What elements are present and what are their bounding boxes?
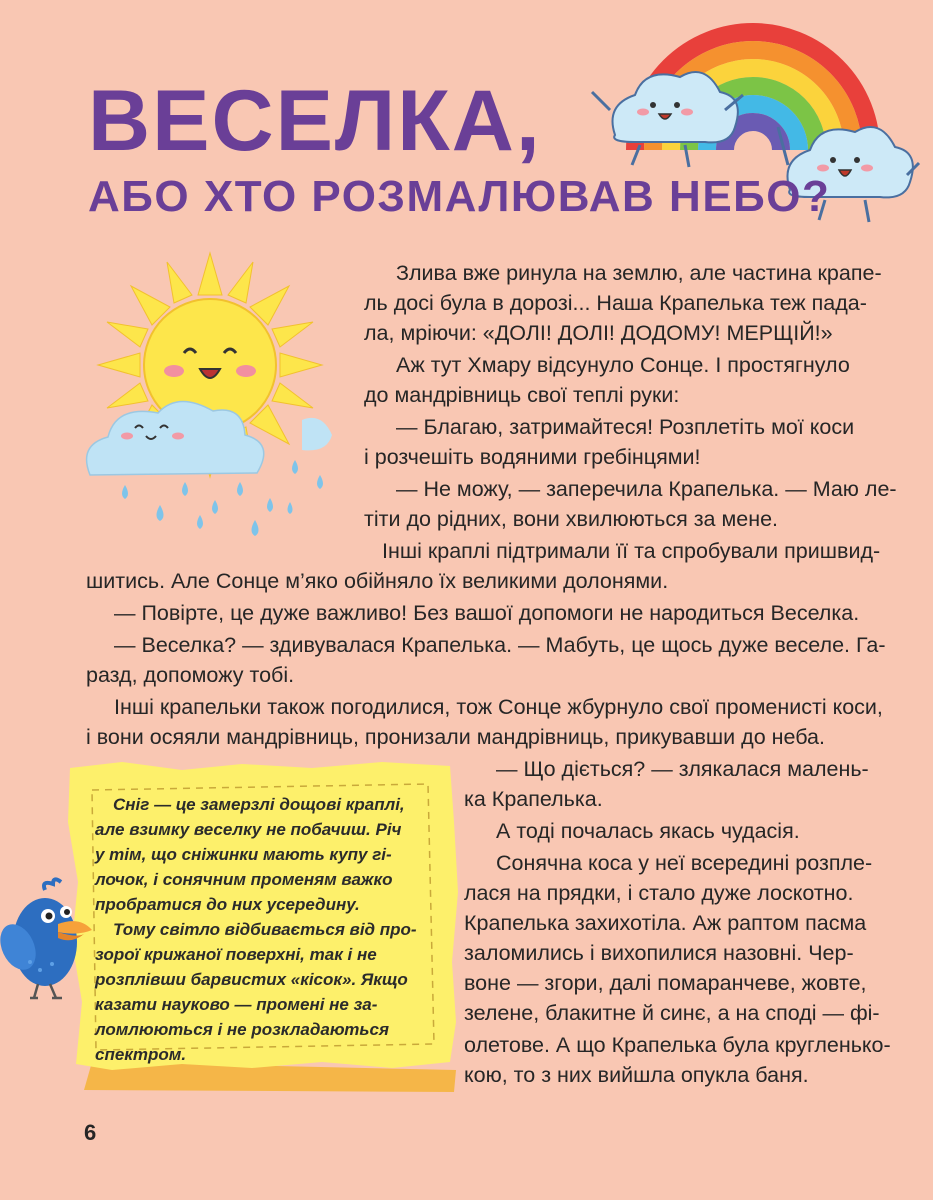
story-line: зелене, блакитне й синє, а на споді — фі- [464, 1001, 880, 1025]
story-line: — Благаю, затримайтеся! Розплетіть мої коси [396, 415, 855, 439]
story-line: Аж тут Хмару відсунуло Сонце. І простягнуло [396, 353, 850, 377]
story-line: Сонячна коса у неї всередині розпле- [496, 851, 873, 875]
story-line: кою, то з них вийшла опукла баня. [464, 1063, 809, 1087]
story-line: Крапелька захихотіла. Аж раптом пасма [464, 911, 867, 935]
story-line: — Веселка? — здивувалася Крапелька. — Мабуть, це щось дуже веселе. Га- [114, 633, 886, 657]
story-line: разд, допоможу тобі. [86, 663, 295, 687]
story-line: олетове. А що Крапелька була кругленько- [464, 1033, 891, 1057]
note-line: пробратися до них усередину. [95, 895, 360, 914]
fact-note [95, 792, 425, 1067]
note-line: Тому світло відбивається від про- [113, 920, 417, 939]
story-line: шитись. Але Сонце м’яко обійняло їх великими долонями. [86, 569, 669, 593]
story-line: Злива вже ринула на землю, але частина крапе- [396, 261, 882, 285]
story-line: і вони осяяли мандрівниць, пронизали мандрівниць, прикувавши до неба. [86, 725, 825, 749]
story-line: лася на прядки, і стало дуже лоскотно. [464, 881, 854, 905]
note-line: ломлюються і не розкладаються [95, 1020, 389, 1039]
story-line: А тоді почалась якась чудасія. [496, 819, 800, 843]
note-line: казати науково — промені не за- [95, 995, 378, 1014]
note-line: Сніг — це замерзлі дощові краплі, [113, 795, 405, 814]
story-line: і розчешіть водяними гребінцями! [364, 445, 701, 469]
note-line: але взимку веселку не побачиш. Річ [95, 820, 402, 839]
story-line: ка Крапелька. [464, 787, 603, 811]
story-line: — Повірте, це дуже важливо! Без вашої допомоги не народиться Веселка. [114, 601, 860, 625]
note-line: зорої крижаної поверхні, так і не [95, 945, 377, 964]
sun-cloud-rain-illustration [80, 250, 340, 540]
story-line: ль досі була в дорозі... Наша Крапелька теж пада- [364, 291, 867, 315]
story-line: — Не можу, — заперечила Крапелька. — Маю ле- [396, 477, 897, 501]
page-subtitle: АБО ХТО РОЗМАЛЮВАВ НЕБО? [88, 172, 831, 221]
story-line: заломились і вихопилися назовні. Чер- [464, 941, 854, 965]
story-line: Інші крапельки також погодилися, тож Сонце жбурнуло свої променисті коси, [114, 695, 883, 719]
note-line: спектром. [95, 1045, 187, 1064]
story-line: тіти до рідних, вони хвилюються за мене. [364, 507, 779, 531]
blue-bird-icon [0, 882, 100, 1002]
story-line: до мандрівниць свої теплі руки: [364, 383, 680, 407]
note-line: лочок, і сонячним променям важко [95, 870, 393, 889]
story-line: — Що діється? — злякалася малень- [496, 757, 869, 781]
story-line: воне — згори, далі помаранчеве, жовте, [464, 971, 867, 995]
note-line: у тім, що сніжинки мають купу гі- [95, 845, 392, 864]
page-title: ВЕСЕЛКА, [88, 73, 542, 169]
page-number: 6 [84, 1120, 97, 1145]
story-line: ла, мріючи: «ДОЛІ! ДОЛІ! ДОДОМУ! МЕРЩІЙ!» [364, 321, 833, 345]
story-line: Інші краплі підтримали її та спробували пришвид- [382, 539, 881, 563]
note-line: розплівши барвистих «кісок». Якщо [95, 970, 408, 989]
